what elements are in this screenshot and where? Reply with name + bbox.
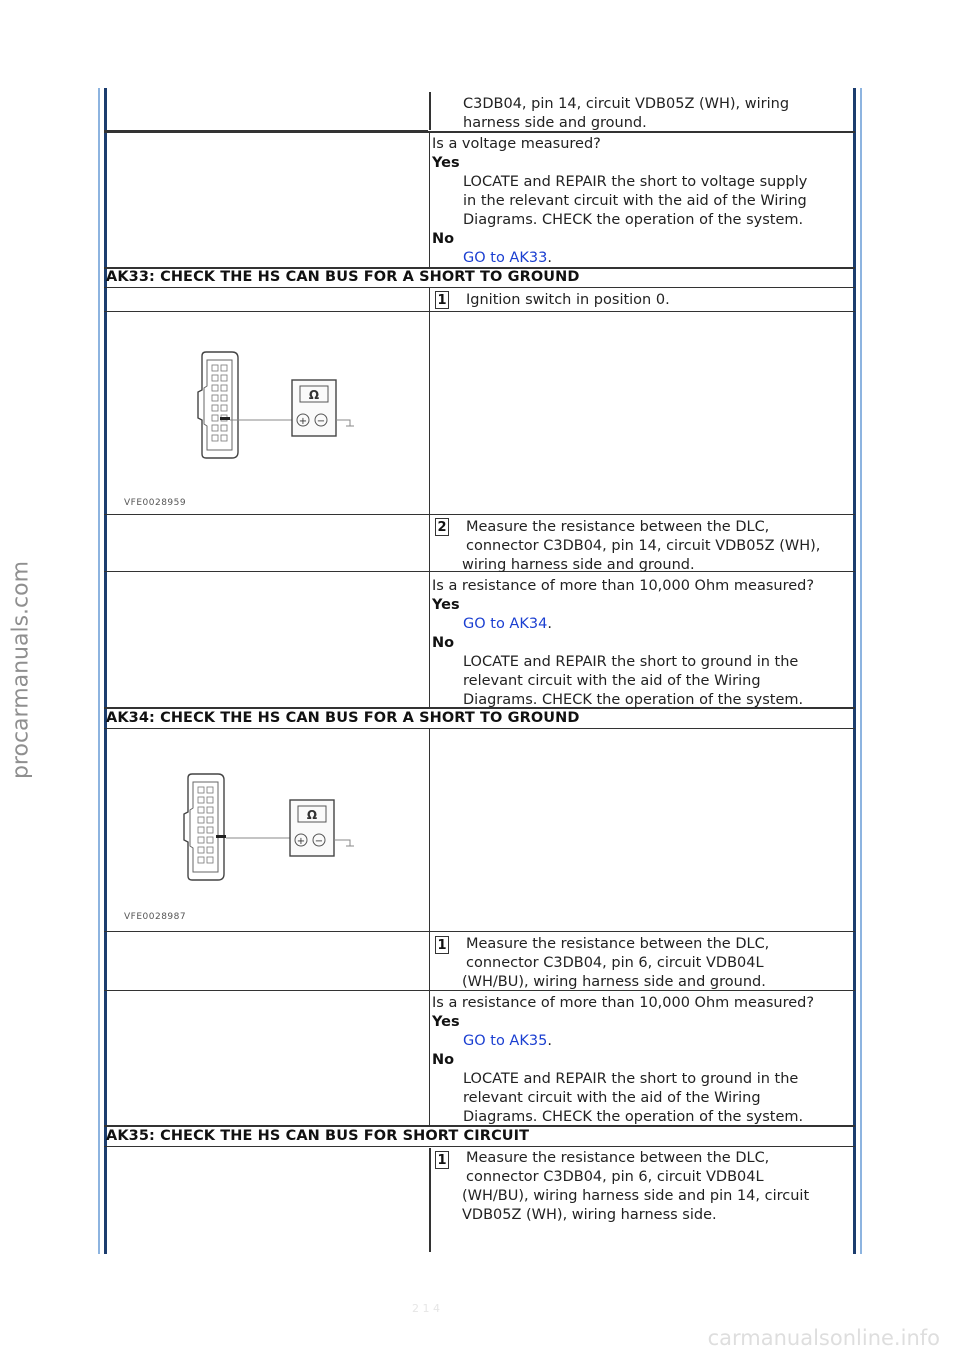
yes-label: Yes <box>432 1014 460 1030</box>
step-continuation: C3DB04, pin 14, circuit VDB05Z (WH), wiring harness side and ground. <box>463 96 790 131</box>
diagram-caption: VFE0028987 <box>124 912 187 922</box>
goto-ak33-link[interactable]: GO to AK33 <box>463 250 548 266</box>
diagram-caption: VFE0028959 <box>124 498 187 508</box>
right-margin-rule-dark <box>853 88 856 1254</box>
step-text: Ignition switch in position 0. <box>466 292 670 308</box>
right-margin-rule <box>860 88 862 1254</box>
column-divider <box>429 288 430 708</box>
yes-label: Yes <box>432 597 460 613</box>
table-rule <box>104 311 855 312</box>
table-rule <box>104 1146 855 1147</box>
svg-text:Ω: Ω <box>308 388 320 402</box>
svg-text:−: − <box>316 416 326 427</box>
goto-ak34-link[interactable]: GO to AK34 <box>463 616 548 632</box>
section-heading-ak35: AK35: CHECK THE HS CAN BUS FOR SHORT CIRCUIT <box>106 1128 530 1144</box>
svg-text:Ω: Ω <box>306 808 318 822</box>
column-divider <box>429 729 430 1127</box>
question-text: Is a voltage measured? <box>432 136 601 152</box>
section-heading-ak33: AK33: CHECK THE HS CAN BUS FOR A SHORT TO GROUND <box>106 269 580 285</box>
left-margin-rule <box>98 88 100 1254</box>
step-number: 1 <box>435 291 449 309</box>
table-rule <box>104 728 855 729</box>
voltage-question-block: Is a voltage measured? Yes LOCATE and REPAIR the short to voltage supply in the relevant circuit with the aid of the Wiring Diagrams. CHECK the operation of the system. No GO to AK33. <box>432 135 852 268</box>
column-divider <box>429 1148 431 1252</box>
svg-text:+: + <box>296 836 306 847</box>
page-number: 2 1 4 <box>412 1302 440 1315</box>
bottom-watermark: carmanualsonline.info <box>707 1326 940 1350</box>
dlc-meter-diagram-2 <box>150 762 380 892</box>
question-text: Is a resistance of more than 10,000 Ohm measured? <box>432 995 815 1011</box>
step-number: 1 <box>435 936 449 954</box>
section-heading-ak34: AK34: CHECK THE HS CAN BUS FOR A SHORT TO GROUND <box>106 710 580 726</box>
question-text: Is a resistance of more than 10,000 Ohm measured? <box>432 578 815 594</box>
side-watermark: procarmanuals.com <box>8 560 34 780</box>
no-label: No <box>432 1052 455 1068</box>
svg-text:−: − <box>314 836 324 847</box>
table-rule <box>104 287 855 288</box>
step-number: 1 <box>435 1151 449 1169</box>
step-text: Measure the resistance between the DLC, connector C3DB04, pin 14, circuit VDB05Z (WH), wiring harness side and ground. <box>462 519 821 573</box>
svg-text:+: + <box>298 416 308 427</box>
step-number: 2 <box>435 518 449 536</box>
no-label: No <box>432 635 455 651</box>
resistance-question-block-ak33: Is a resistance of more than 10,000 Ohm measured? Yes GO to AK34. No LOCATE and REPAIR the short to ground in the relevant circuit with the aid of the Wiring Diagrams. CHECK the operation of the system. <box>432 577 852 710</box>
left-margin-rule-dark <box>104 88 107 1254</box>
resistance-question-block-ak34: Is a resistance of more than 10,000 Ohm measured? Yes GO to AK35. No LOCATE and REPAIR the short to ground in the relevant circuit with the aid of the Wiring Diagrams. CHECK the operation of the system. <box>432 994 852 1127</box>
table-rule <box>104 514 855 515</box>
goto-ak35-link[interactable]: GO to AK35 <box>463 1033 548 1049</box>
step-text: Measure the resistance between the DLC, connector C3DB04, pin 6, circuit VDB04L (WH/BU), wiring harness side and ground. <box>462 936 770 990</box>
no-label: No <box>432 231 455 247</box>
yes-label: Yes <box>432 155 460 171</box>
column-divider <box>429 132 430 267</box>
table-rule <box>104 931 855 932</box>
dlc-meter-diagram-1 <box>150 340 380 470</box>
step-text: Measure the resistance between the DLC, connector C3DB04, pin 6, circuit VDB04L (WH/BU), wiring harness side and pin 14, circuit VDB05Z (WH), wiring harness side. <box>462 1150 810 1223</box>
table-rule <box>104 130 428 131</box>
column-divider <box>429 92 431 130</box>
